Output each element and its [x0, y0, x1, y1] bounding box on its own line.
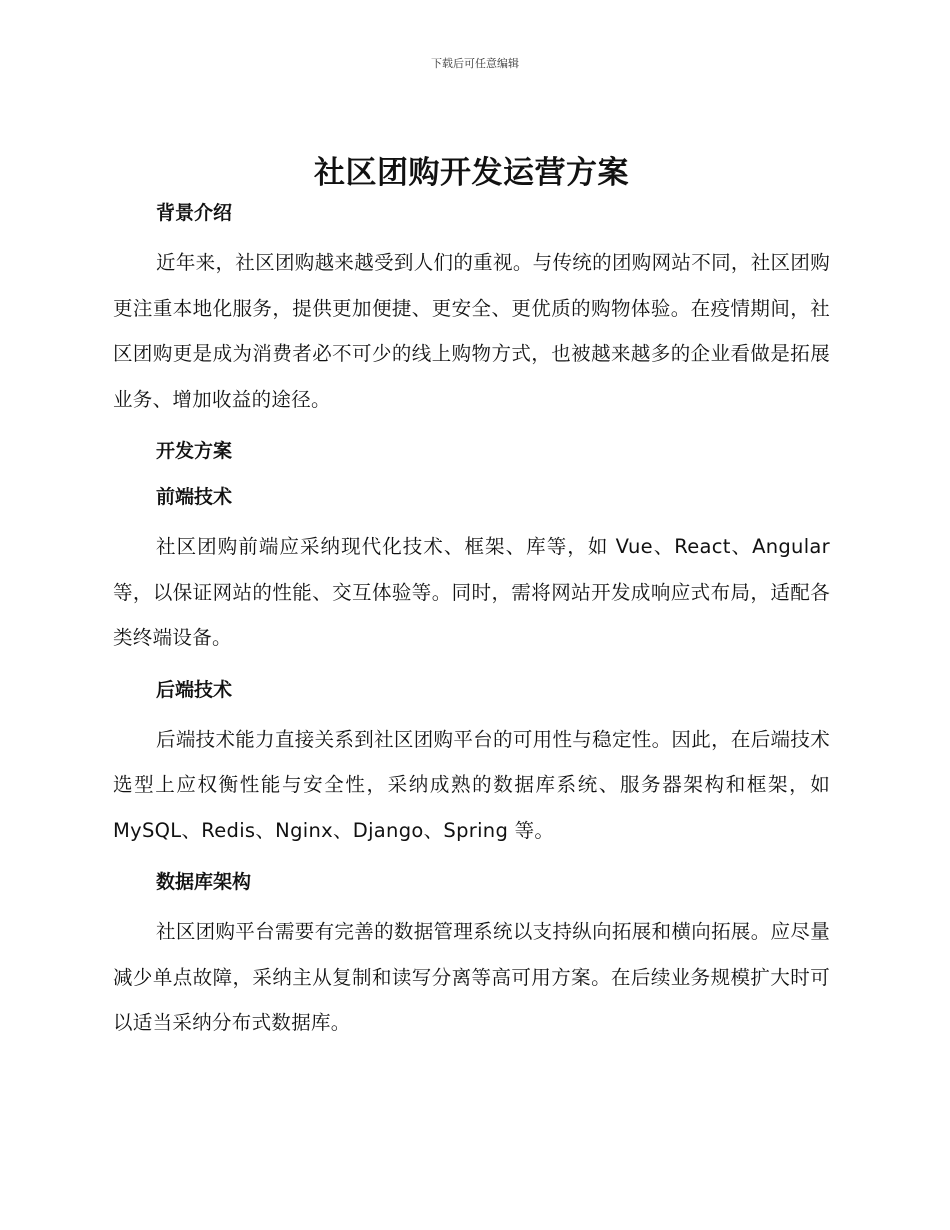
section-heading-database: 数据库架构 — [156, 871, 252, 893]
section-paragraph-background: 近年来，社区团购越来越受到人们的重视。与传统的团购网站不同，社区团购更注重本地化服务，提供更加便捷、更安全、更优质的购物体验。在疫情期间，社区团购更是成为消费者必不可少的线上购物方式，也被越来越多的企业看做是拓展业务、增加收益的途径。 — [113, 251, 830, 411]
section-heading-frontend: 前端技术 — [156, 486, 233, 508]
section-paragraph-frontend: 社区团购前端应采纳现代化技术、框架、库等，如 Vue、React、Angular 等，以保证网站的性能、交互体验等。同时，需将网站开发成响应式布局，适配各类终端设备。 — [113, 535, 830, 649]
document-title: 社区团购开发运营方案 — [314, 155, 629, 191]
section-paragraph-database: 社区团购平台需要有完善的数据管理系统以支持纵向拓展和横向拓展。应尽量减少单点故障，采纳主从复制和读写分离等高可用方案。在后续业务规模扩大时可以适当采纳分布式数据库。 — [113, 920, 830, 1034]
section-heading-backend: 后端技术 — [156, 678, 233, 701]
page-header-note: 下载后可任意编辑 — [431, 57, 519, 70]
document-body — [113, 150, 830, 1046]
section-heading-development-plan: 开发方案 — [156, 440, 233, 462]
section-heading-background: 背景介绍 — [156, 202, 233, 224]
section-paragraph-backend: 后端技术能力直接关系到社区团购平台的可用性与稳定性。因此，在后端技术选型上应权衡性能与安全性，采纳成熟的数据库系统、服务器架构和框架，如 MySQL、Redis、Nginx、Django、Spring 等。 — [113, 727, 830, 842]
